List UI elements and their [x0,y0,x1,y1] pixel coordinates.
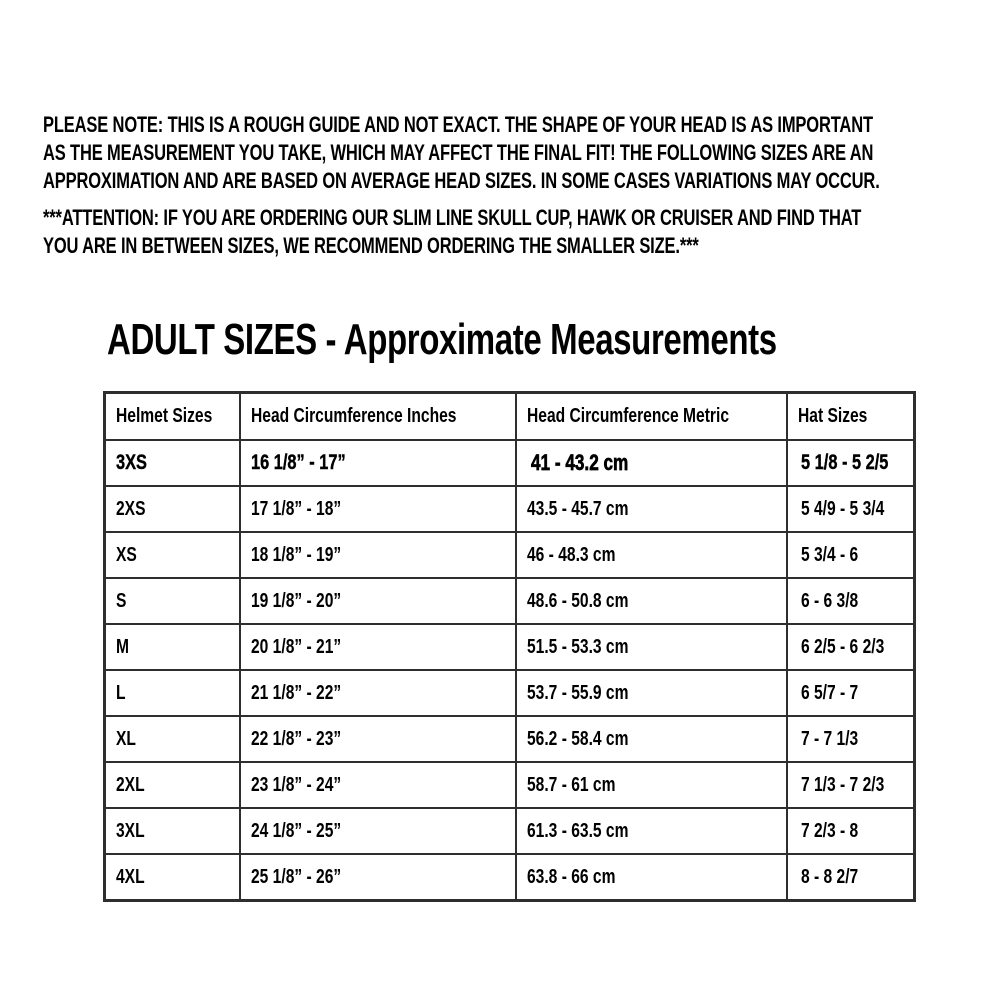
cell-inches [240,762,515,808]
table-row [105,532,915,578]
cell-hat-size [787,808,915,854]
cell-helmet-size [105,624,241,670]
cell-inches [240,578,515,624]
cell-text: 5 4/9 - 5 3/4 [800,497,885,520]
cell-text: 6 2/5 - 6 2/3 [800,635,885,658]
cell-text: 21 1/8” - 22” [251,681,342,704]
adult-sizes-table [103,391,916,902]
table-row [105,486,915,532]
cell-text: 8 - 8 2/7 [800,865,859,888]
table-row [105,716,915,762]
cell-text: 58.7 - 61 cm [526,773,616,796]
cell-text: 16 1/8” - 17” [251,451,347,474]
cell-text: 46 - 48.3 cm [526,543,616,566]
notice-line [43,139,1000,167]
cell-text: 5 3/4 - 6 [800,543,859,566]
cell-text: 43.5 - 45.7 cm [526,497,629,520]
col-header-text: Head Circumference Metric [526,405,729,427]
table-row [105,624,915,670]
notice-line [43,111,1000,139]
cell-text: 24 1/8” - 25” [251,819,342,842]
notice-line-text: PLEASE NOTE: THIS IS A ROUGH GUIDE AND NOT EXACT. THE SHAPE OF YOUR HEAD IS AS IMPORTANT [43,112,873,137]
cell-text: 22 1/8” - 23” [251,727,342,750]
table-row [105,762,915,808]
cell-metric [516,808,787,854]
cell-helmet-size [105,762,241,808]
cell-inches [240,486,515,532]
cell-text: 18 1/8” - 19” [251,543,342,566]
col-header-circumference-metric [516,393,787,441]
table-row [105,578,915,624]
cell-helmet-size [105,440,241,486]
col-header-circumference-inches [240,393,515,441]
col-header-text: Head Circumference Inches [251,405,457,427]
col-header-hat-sizes [787,393,915,441]
cell-helmet-size [105,578,241,624]
cell-helmet-size [105,808,241,854]
cell-text: 63.8 - 66 cm [526,865,616,888]
cell-inches [240,532,515,578]
cell-inches [240,624,515,670]
page-title [107,314,1000,367]
cell-text: XS [116,543,137,566]
cell-metric [516,716,787,762]
table-row [105,854,915,901]
cell-hat-size [787,578,915,624]
col-header-text: Helmet Sizes [116,405,213,427]
cell-inches [240,670,515,716]
col-header-text: Hat Sizes [797,405,868,427]
cell-text: 7 1/3 - 7 2/3 [800,773,885,796]
cell-inches [240,716,515,762]
cell-metric [516,532,787,578]
cell-hat-size [787,716,915,762]
cell-text: 7 - 7 1/3 [800,727,859,750]
cell-text: 25 1/8” - 26” [251,865,342,888]
cell-hat-size [787,532,915,578]
col-header-helmet-sizes [105,393,241,441]
cell-helmet-size [105,854,241,901]
cell-text: 48.6 - 50.8 cm [526,589,629,612]
attention-line [43,204,1000,232]
cell-hat-size [787,762,915,808]
table-row [105,808,915,854]
cell-metric [516,854,787,901]
cell-metric [516,578,787,624]
notice-line-text: APPROXIMATION AND ARE BASED ON AVERAGE HEAD SIZES. IN SOME CASES VARIATIONS MAY OCCUR. [43,168,880,193]
cell-text: 6 5/7 - 7 [800,681,859,704]
page-title-text: ADULT SIZES - Approximate Measurements [107,315,777,364]
notice-line [43,167,1000,195]
cell-metric [516,762,787,808]
cell-text: L [116,681,126,704]
cell-text: 56.2 - 58.4 cm [526,727,629,750]
cell-text: 53.7 - 55.9 cm [526,681,629,704]
table-header-row [105,393,915,441]
cell-text: 4XL [116,865,145,888]
cell-metric [516,486,787,532]
table-row [105,670,915,716]
notice-line-text: AS THE MEASUREMENT YOU TAKE, WHICH MAY AFFECT THE FINAL FIT! THE FOLLOWING SIZES ARE AN [43,140,874,165]
cell-text: 3XL [116,819,145,842]
cell-text: S [116,589,127,612]
cell-text: XL [116,727,136,750]
cell-inches [240,440,515,486]
cell-hat-size [787,854,915,901]
cell-hat-size [787,670,915,716]
cell-hat-size [787,624,915,670]
cell-text: 51.5 - 53.3 cm [526,635,629,658]
cell-text: 3XS [116,451,147,474]
cell-helmet-size [105,716,241,762]
cell-text: 20 1/8” - 21” [251,635,342,658]
cell-text: 41 - 43.2 cm [530,450,629,475]
cell-helmet-size [105,670,241,716]
cell-text: 19 1/8” - 20” [251,589,342,612]
attention-line-text: ***ATTENTION: IF YOU ARE ORDERING OUR SLIM LINE SKULL CUP, HAWK OR CRUISER AND FIND THAT [43,205,862,230]
please-note-paragraph [43,111,1000,195]
table-row [105,440,915,486]
cell-helmet-size [105,532,241,578]
cell-text: 2XL [116,773,145,796]
cell-text: 7 2/3 - 8 [800,819,859,842]
cell-helmet-size [105,486,241,532]
cell-metric [516,624,787,670]
cell-text: 5 1/8 - 5 2/5 [800,451,889,474]
cell-text: 17 1/8” - 18” [251,497,342,520]
cell-text: 23 1/8” - 24” [251,773,342,796]
cell-hat-size [787,440,915,486]
cell-text: 61.3 - 63.5 cm [526,819,629,842]
cell-inches [240,808,515,854]
cell-inches [240,854,515,901]
cell-text: 6 - 6 3/8 [800,589,859,612]
cell-metric [516,670,787,716]
cell-text: M [116,635,130,658]
cell-text: 2XS [116,497,146,520]
cell-metric [516,440,787,486]
cell-hat-size [787,486,915,532]
attention-paragraph [43,204,1000,260]
attention-line [43,232,1000,260]
attention-line-text: YOU ARE IN BETWEEN SIZES, WE RECOMMEND ORDERING THE SMALLER SIZE.*** [43,233,699,258]
